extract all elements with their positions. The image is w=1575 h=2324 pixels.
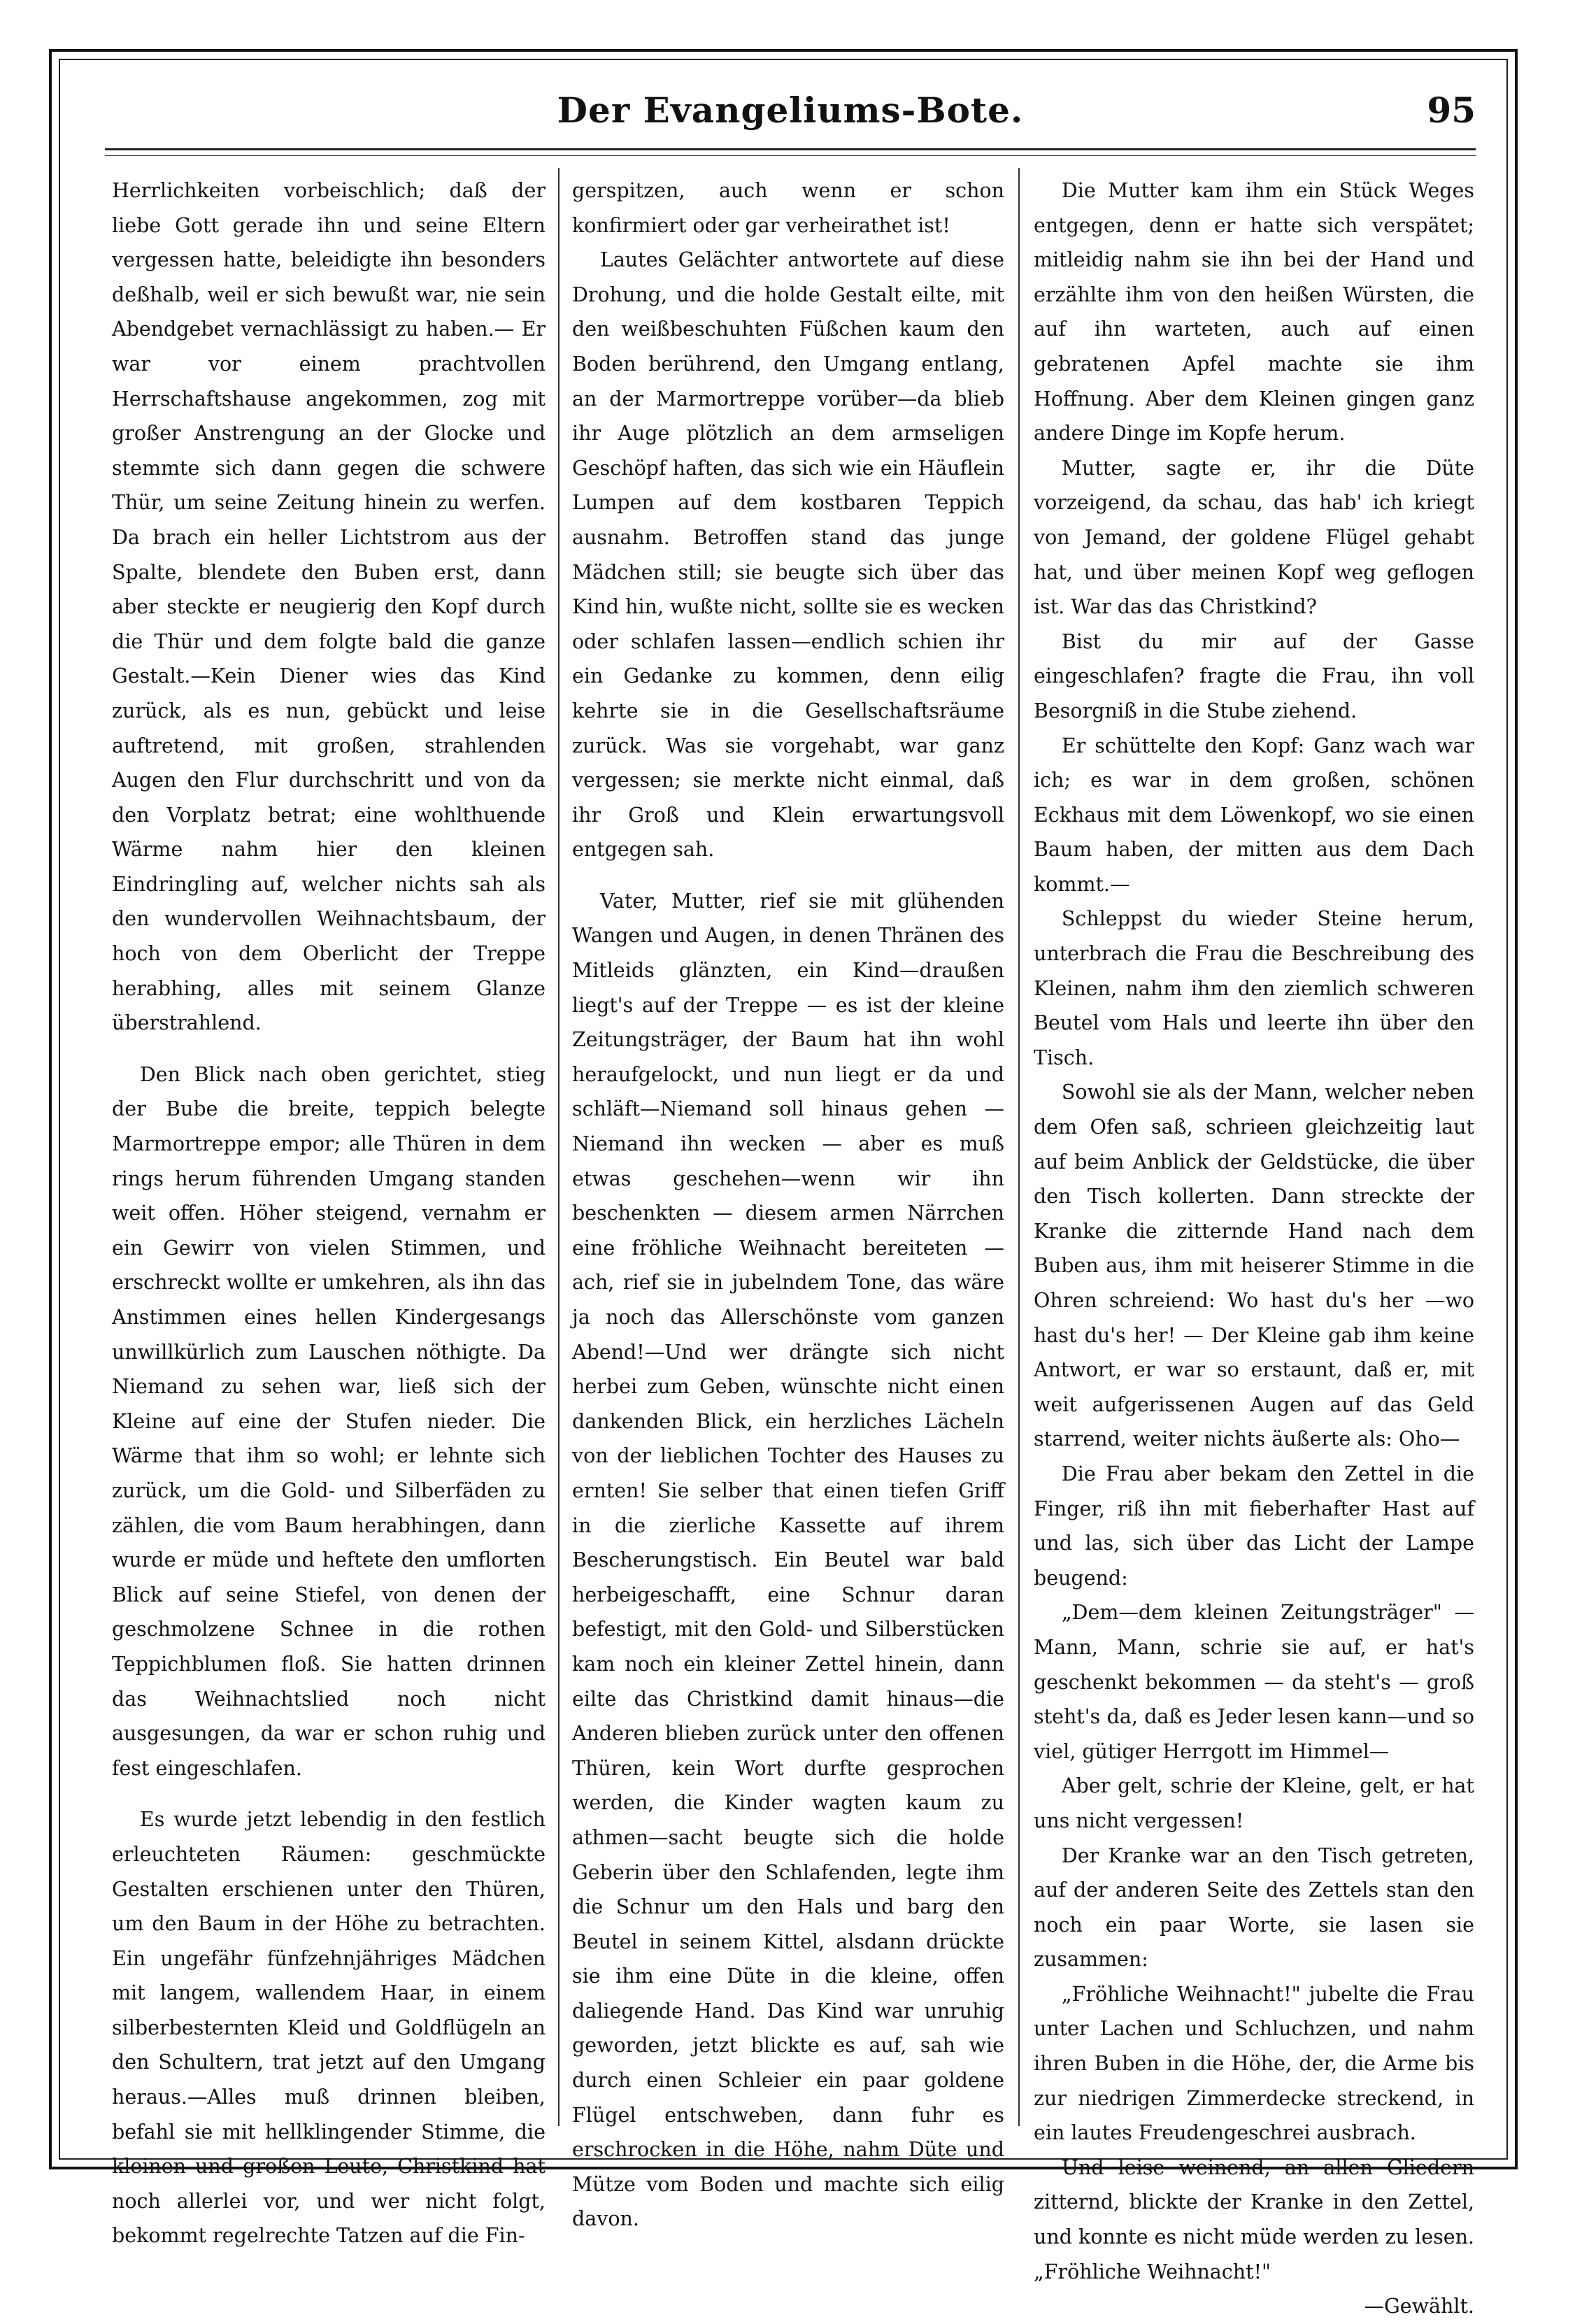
- paragraph: „Dem—dem kleinen Zeitungsträger" —Mann, Mann, schrie sie auf, er hat's geschenkt bekommen — da steht's — groß steht's da, daß es Jeder lesen kann—und so viel, gütiger Herrgott im Himmel—: [1034, 1601, 1474, 1763]
- column-divider: [1018, 168, 1020, 2126]
- column-1: [112, 173, 546, 2248]
- header-rule-thin: [105, 155, 1476, 156]
- column-3: [1034, 173, 1474, 2318]
- paragraph: gerspitzen, auch wenn er schon konfirmiert oder gar verheirathet ist!: [572, 179, 1004, 237]
- paragraph: Die Frau aber bekam den Zettel in die Finger, riß ihn mit fieberhafter Hast auf und las, sich über das Licht der Lampe beugend:: [1034, 1462, 1474, 1590]
- paragraph: Und leise weinend, an allen Gliedern zitternd, blickte der Kranke in den Zettel, und konnte es nicht müde werden zu lesen. „Fröhliche Weihnacht!": [1034, 2155, 1474, 2283]
- signature: —Gewählt.: [1364, 2295, 1474, 2318]
- paragraph: Den Blick nach oben gerichtet, stieg der Bube die breite, teppich belegte Marmortreppe empor; alle Thüren in dem rings herum führenden Umgang standen weit offen. Höher steigend, vernahm er ein Gewirr von vielen Stimmen, und erschreckt wollte er umkehren, als ihn das Anstimmen eines hellen Kindergesangs unwillkürlich zum Lauschen nöthigte. Da Niemand zu sehen war, ließ sich der Kleine auf eine der Stufen nieder. Die Wärme that ihm so wohl; er lehnte sich zurück, um die Gold- und Silberfäden zu zählen, die vom Baum herabhingen, dann wurde er müde und heftete den umflorten Blick auf seine Stiefel, von denen der geschmolzene Schnee in die rothen Teppichblumen floß. Sie hatten drinnen das Weihnachtslied noch nicht ausgesungen, da war er schon ruhig und fest eingeschlafen.: [112, 1062, 546, 1780]
- paragraph: Herrlichkeiten vorbeischlich; daß der liebe Gott gerade ihn und seine Eltern vergessen hatte, beleidigte ihn besonders deßhalb, weil er sich bewußt war, nie sein Abendgebet vernachlässigt zu haben.— Er war vor einem prachtvollen Herrschaftshause angekommen, zog mit großer Anstrengung an der Glocke und stemmte sich dann gegen die schwere Thür, um seine Zeitung hinein zu werfen. Da brach ein heller Lichtstrom aus der Spalte, blendete den Buben erst, dann aber steckte er neugierig den Kopf durch die Thür und dem folgte bald die ganze Gestalt.—Kein Diener wies das Kind zurück, als es nun, gebückt und leise auftretend, mit großen, strahlenden Augen den Flur durchschritt und von da den Vorplatz betrat; eine wohlthuende Wärme nahm hier den kleinen Eindringling auf, welcher nichts sah als den wundervollen Weihnachtsbaum, der hoch von dem Oberlicht der Treppe herabhing, alles mit seinem Glanze überstrahlend.: [112, 179, 546, 1035]
- paragraph: „Fröhliche Weihnacht!" jubelte die Frau unter Lachen und Schluchzen, und nahm ihren Buben in die Höhe, der, die Arme bis zur niedrigen Zimmerdecke streckend, in ein lautes Freudengeschrei ausbrach.: [1034, 1982, 1474, 2145]
- header-rule: [105, 148, 1476, 150]
- paragraph: Die Mutter kam ihm ein Stück Weges entgegen, denn er hatte sich verspätet; mitleidig nahm sie ihn bei der Hand und erzählte ihm von den heißen Würsten, die auf ihn warteten, auch auf einen gebratenen Apfel machte sie ihm Hoffnung. Aber dem Kleinen gingen ganz andere Dinge im Kopfe herum.: [1034, 179, 1474, 445]
- column-2: [572, 173, 1004, 2231]
- paragraph: Sowohl sie als der Mann, welcher neben dem Ofen saß, schrieen gleichzeitig laut auf beim Anblick der Geldstücke, die über den Tisch kollerten. Dann streckte der Kranke die zitternde Hand nach dem Buben aus, ihm mit heiserer Stimme in die Ohren schreiend: Wo hast du's her —wo hast du's her! — Der Kleine gab ihm keine Antwort, er war so erstaunt, daß er, mit weit aufgerissenen Augen auf das Geld starrend, weiter nichts äußerte als: Oho—: [1034, 1081, 1474, 1451]
- paragraph: Es wurde jetzt lebendig in den festlich erleuchteten Räumen: geschmückte Gestalten erschienen unter den Thüren, um den Baum in der Höhe zu betrachten. Ein ungefähr fünfzehnjähriges Mädchen mit langem, wallendem Haar, in einem silberbesternten Kleid und Goldflügeln an den Schultern, trat jetzt auf den Umgang heraus.—Alles muß drinnen bleiben, befahl sie mit hellklingender Stimme, die kleinen und großen Leute, Christkind hat noch allerlei vor, und wer nicht folgt, bekommt regelrechte Tatzen auf die Fin-: [112, 1808, 546, 2248]
- paragraph: Mutter, sagte er, ihr die Düte vorzeigend, da schau, das hab' ich kriegt von Jemand, der goldene Flügel gehabt hat, und über meinen Kopf weg geflogen ist. War das das Christkind?: [1034, 456, 1474, 619]
- paragraph: Vater, Mutter, rief sie mit glühenden Wangen und Augen, in denen Thränen des Mitleids glänzten, ein Kind—draußen liegt's auf der Treppe — es ist der kleine Zeitungsträger, der Baum hat ihn wohl heraufgelockt, und nun liegt er da und schläft—Niemand soll hinaus gehen — Niemand ihn wecken — aber es muß etwas geschehen—wenn wir ihn beschenkten — diesem armen Närrchen eine fröhliche Weihnacht bereiteten — ach, rief sie in jubelndem Tone, das wäre ja noch das Allerschönste vom ganzen Abend!—Und wer drängte sich nicht herbei zum Geben, wünschte nicht einen dankenden Blick, ein herzliches Lächeln von der lieblichen Tochter des Hauses zu ernten! Sie selber that einen tiefen Griff in die zierliche Kassette auf ihrem Bescherungstisch. Ein Beutel war bald herbeigeschafft, eine Schnur daran befestigt, mit den Gold- und Silberstücken kam noch ein kleiner Zettel hinein, dann eilte das Christkind damit hinaus—die Anderen blieben zurück unter den offenen Thüren, kein Wort durfte gesprochen werden, die Kinder wagten kaum zu athmen—sacht beugte sich die holde Geberin über den Schlafenden, legte ihm die Schnur um den Hals und barg den Beutel in seinem Kittel, alsdann drückte sie ihm eine Düte in die kleine, offen daliegende Hand. Das Kind war unruhig geworden, jetzt blickte es auf, sah wie durch einen Schleier ein paar goldene Flügel entschweben, dann fuhr es erschrocken in die Höhe, nahm Düte und Mütze vom Boden und machte sich eilig davon.: [572, 889, 1004, 2231]
- paragraph: Aber gelt, schrie der Kleine, gelt, er hat uns nicht vergessen!: [1034, 1774, 1474, 1832]
- page-header: [105, 84, 1476, 140]
- paragraph: Bist du mir auf der Gasse eingeschlafen? fragte die Frau, ihn voll Besorgniß in die Stube ziehend.: [1034, 629, 1474, 722]
- paragraph: Der Kranke war an den Tisch getreten, auf der anderen Seite des Zettels stan den noch ein paar Worte, sie lasen sie zusammen:: [1034, 1844, 1474, 1972]
- paragraph: Er schüttelte den Kopf: Ganz wach war ich; es war in dem großen, schönen Eckhaus mit dem Löwenkopf, wo sie einen Baum haben, der mitten aus dem Dach kommt.—: [1034, 734, 1474, 896]
- page-number: 95: [1427, 90, 1476, 131]
- paragraph: Lautes Gelächter antwortete auf diese Drohung, und die holde Gestalt eilte, mit den weißbeschuhten Füßchen kaum den Boden berührend, den Umgang entlang, an der Marmortreppe vorüber—da blieb ihr Auge plötzlich an dem armseligen Geschöpf haften, das sich wie ein Häuflein Lumpen auf dem kostbaren Teppich ausnahm. Betroffen stand das junge Mädchen still; sie beugte sich über das Kind hin, wußte nicht, sollte sie es wecken oder schlafen lassen—endlich schien ihr ein Gedanke zu kommen, denn eilig kehrte sie in die Gesellschaftsräume zurück. Was sie vorgehabt, war ganz vergessen; sie merkte nicht einmal, daß ihr Groß und Klein erwartungsvoll entgegen sah.: [572, 248, 1004, 862]
- paragraph: Schleppst du wieder Steine herum, unterbrach die Frau die Beschreibung des Kleinen, nahm ihm den ziemlich schweren Beutel vom Hals und leerte ihn über den Tisch.: [1034, 907, 1474, 1069]
- running-title: Der Evangeliums-Bote.: [557, 90, 1024, 131]
- column-divider: [558, 168, 560, 2126]
